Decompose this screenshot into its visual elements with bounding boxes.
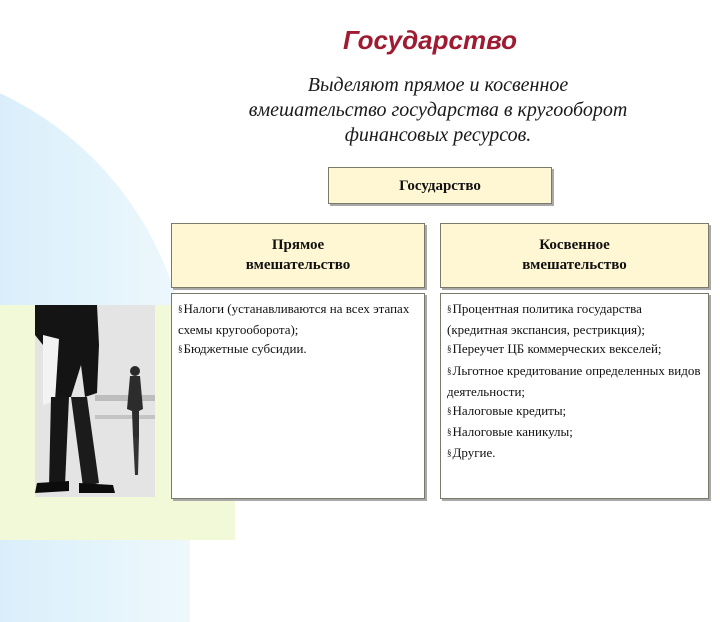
bullet-icon: §: [447, 365, 452, 376]
list-item: [447, 339, 704, 360]
subtitle-line: Выделяют прямое и косвенное: [307, 74, 569, 96]
direct-heading-line: Прямое: [271, 237, 325, 253]
bullet-icon: §: [447, 304, 452, 314]
list-item-text: Другие.: [452, 445, 496, 461]
list-item: [447, 361, 704, 401]
list-item-text: Налоги (устанавливаются на всех этапах схемы кругооборота);: [178, 301, 410, 338]
root-node-box: [328, 167, 552, 204]
bullet-icon: §: [447, 406, 452, 417]
slide-subtitle: [196, 73, 680, 148]
list-item: [447, 299, 704, 339]
list-item: [178, 299, 420, 339]
direct-heading-line: вмешательство: [245, 257, 351, 273]
list-item: [447, 422, 704, 443]
list-item-text: Налоговые каникулы;: [452, 424, 573, 440]
list-item: [447, 443, 704, 464]
bullet-icon: §: [178, 344, 183, 355]
bullet-icon: §: [447, 344, 452, 355]
indirect-heading-line: вмешательство: [522, 257, 627, 273]
bullet-icon: §: [178, 304, 183, 314]
slide-title: Государство: [342, 25, 518, 55]
indirect-measures-list: [440, 293, 709, 499]
bullet-icon: §: [447, 448, 452, 459]
list-item: [447, 401, 704, 422]
direct-intervention-header: [171, 223, 425, 288]
list-item-text: Льготное кредитование определенных видов деятельности;: [447, 362, 701, 399]
list-item-text: Налоговые кредиты;: [452, 403, 567, 419]
list-item-text: Бюджетные субсидии.: [183, 341, 307, 357]
indirect-heading-line: Косвенное: [539, 237, 610, 253]
subtitle-line: финансовых ресурсов.: [344, 124, 532, 146]
list-item-text: Процентная политика государства (кредитная экспансия, рестрикция);: [447, 301, 645, 338]
bullet-icon: §: [447, 427, 452, 438]
business-people-photo: [35, 305, 155, 497]
silhouette-image: [35, 305, 155, 497]
direct-measures-list: [171, 293, 425, 499]
list-item: [178, 339, 420, 360]
root-node-label: Государство: [399, 178, 481, 194]
subtitle-line: вмешательство государства в кругооборот: [248, 99, 628, 121]
indirect-intervention-header: [440, 223, 709, 288]
list-item-text: Переучет ЦБ коммерческих векселей;: [452, 341, 662, 357]
